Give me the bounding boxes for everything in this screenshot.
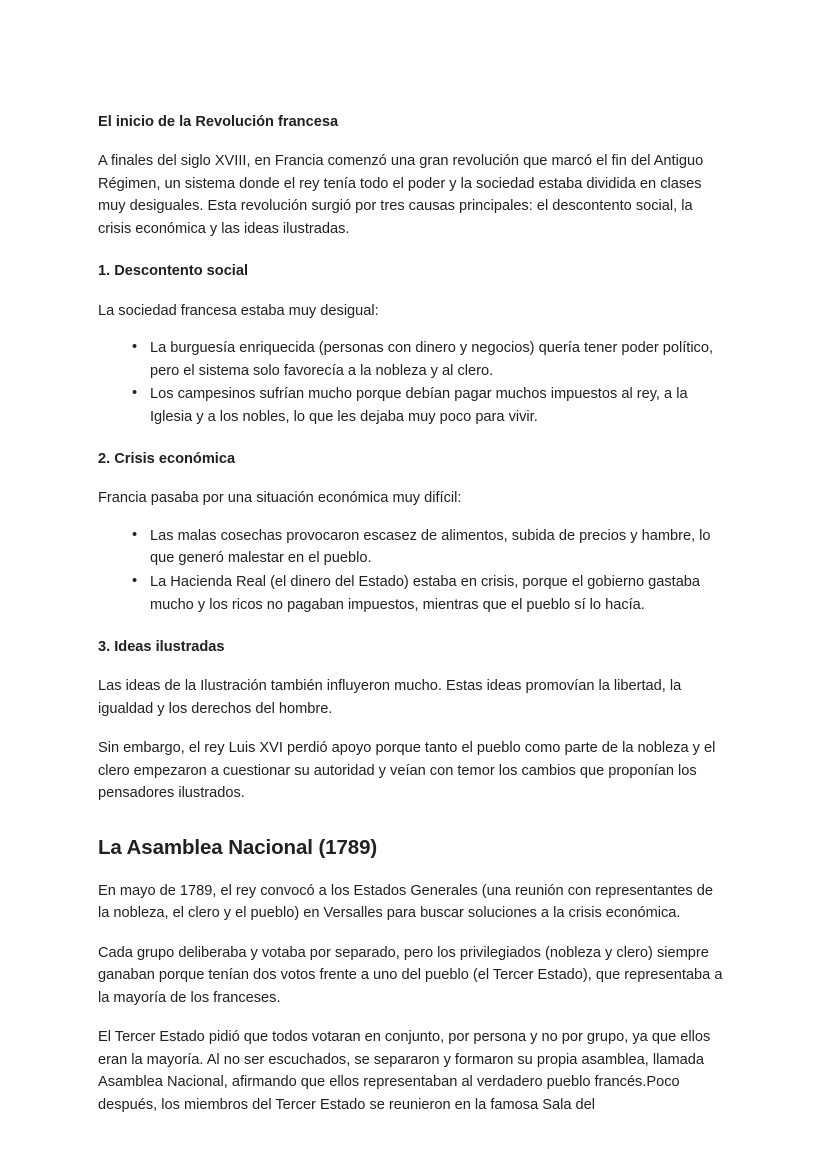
paragraph-sociedad-desigual: La sociedad francesa estaba muy desigual:	[98, 302, 379, 319]
paragraph-estados-generales: En mayo de 1789, el rey convocó a los Estados Generales (una reunión con representantes de la nobleza, el clero y el pueblo) en Versalles para buscar soluciones a la crisis económica.	[98, 882, 713, 922]
list-item: • Las malas cosechas provocaron escasez de alimentos, subida de precios y hambre, lo que generó malestar en el pueblo.	[150, 525, 726, 570]
document-body	[98, 112, 726, 1134]
paragraph-intro: A finales del siglo XVIII, en Francia comenzó una gran revolución que marcó el fin del Antiguo Régimen, un sistema donde el rey tenía todo el poder y la sociedad estaba dividida en clases muy desiguales. Esta revolución surgió por tres causas principales: el descontento social, la crisis económica y las ideas ilustradas.	[98, 153, 704, 237]
heading-crisis-economica: 2. Crisis económica	[98, 451, 236, 468]
paragraph-situacion-economica: Francia pasaba por una situación económica muy difícil:	[98, 490, 462, 507]
paragraph-deliberacion-grupos: Cada grupo deliberaba y votaba por separado, pero los privilegiados (nobleza y clero) siempre ganaban porque tenían dos votos frente a uno del pueblo (el Tercer Estado), que representaba a la mayoría de los franceses.	[98, 944, 723, 1006]
paragraph-luis-xvi: Sin embargo, el rey Luis XVI perdió apoyo porque tanto el pueblo como parte de la nobleza y el clero empezaron a cuestionar su autoridad y veían con temor los cambios que proponían los pensadores ilustrados.	[98, 740, 716, 802]
paragraph-ideas-ilustracion: Las ideas de la Ilustración también influyeron mucho. Estas ideas promovían la libertad, la igualdad y los derechos del hombre.	[98, 678, 682, 717]
list-crisis-economica	[98, 525, 726, 616]
paragraph-tercer-estado: El Tercer Estado pidió que todos votaran en conjunto, por persona y no por grupo, ya que ellos eran la mayoría. Al no ser escuchados, se separaron y formaron su propia asamblea, llamada Asamblea Nacional, afirmando que ellos representaban al verdadero pueblo francés.Poco después, los miembros del Tercer Estado se reunieron en la famosa Sala del	[98, 1029, 711, 1114]
heading-asamblea-nacional: La Asamblea Nacional (1789)	[98, 836, 378, 860]
list-descontento-social	[98, 337, 726, 428]
heading-descontento-social: 1. Descontento social	[98, 263, 249, 280]
heading-el-inicio: El inicio de la Revolución francesa	[98, 114, 339, 130]
list-item: • Los campesinos sufrían mucho porque debían pagar muchos impuestos al rey, a la Iglesia y a los nobles, lo que les dejaba muy poco para vivir.	[150, 383, 726, 428]
heading-ideas-ilustradas: 3. Ideas ilustradas	[98, 639, 225, 656]
list-item: • La burguesía enriquecida (personas con dinero y negocios) quería tener poder político, pero el sistema solo favorecía a la nobleza y al clero.	[150, 337, 726, 382]
list-item: • La Hacienda Real (el dinero del Estado) estaba en crisis, porque el gobierno gastaba mucho y los ricos no pagaban impuestos, mientras que el pueblo sí lo hacía.	[150, 571, 726, 616]
